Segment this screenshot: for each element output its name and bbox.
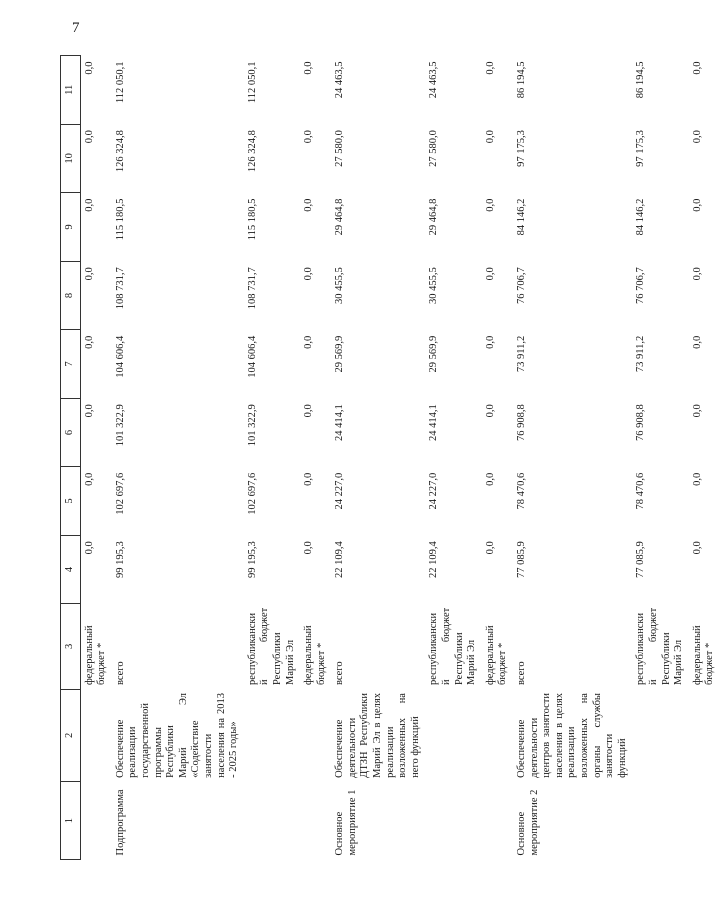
- value-cell: 30 455,5: [334, 267, 346, 304]
- row-description-cell: [689, 689, 720, 782]
- table-row: [112, 56, 244, 860]
- row-description-cell: Обеспечение деятельности ДТЗН Республики Марий Эл в целях реализации возложенных на него функций: [334, 693, 421, 778]
- value-cell: 0,0: [484, 335, 496, 349]
- value-cell: 108 731,7: [114, 267, 126, 310]
- value-cell: 27 580,0: [334, 130, 346, 167]
- value-cell: 22 109,4: [428, 541, 440, 578]
- value-cell: 29 569,9: [428, 335, 440, 373]
- value-cell: 112 050,1: [246, 61, 258, 104]
- header-cell: 5: [61, 467, 81, 536]
- value-cell: 29 569,9: [334, 335, 346, 373]
- row-source-cell: республиканский бюджет Республики Марий Эл: [635, 607, 685, 686]
- header-cell: 11: [61, 56, 81, 125]
- value-cell: 115 180,5: [246, 198, 258, 241]
- value-cell: 0,0: [303, 404, 315, 418]
- row-category-cell: [689, 782, 720, 860]
- header-cell: 2: [61, 689, 81, 782]
- value-cell: 29 464,8: [428, 198, 440, 236]
- value-cell: 30 455,5: [428, 267, 440, 304]
- value-cell: 0,0: [484, 198, 496, 212]
- row-category-cell: Основное мероприятие 1: [334, 789, 358, 856]
- value-cell: 73 911,2: [516, 335, 527, 373]
- value-cell: 108 731,7: [246, 267, 258, 310]
- value-cell: 86 194,5: [516, 61, 527, 99]
- value-cell: 24 227,0: [428, 472, 440, 510]
- header-cell: 8: [61, 261, 81, 330]
- value-cell: 0,0: [484, 472, 496, 486]
- row-category-cell: Основное мероприятие 2: [516, 789, 540, 856]
- value-cell: 76 706,7: [516, 267, 527, 304]
- row-description-cell: [244, 689, 300, 782]
- row-source-cell: всего: [516, 661, 527, 686]
- value-cell: 24 463,5: [334, 61, 346, 99]
- value-cell: 99 195,3: [114, 541, 126, 578]
- value-cell: 0,0: [484, 130, 496, 144]
- table-row: [632, 56, 688, 860]
- value-cell: 24 414,1: [334, 404, 346, 441]
- value-cell: 27 580,0: [428, 130, 440, 167]
- value-cell: 29 464,8: [334, 198, 346, 236]
- row-source-cell: федеральный бюджет *: [691, 625, 716, 686]
- header-cell: 1: [61, 782, 81, 860]
- value-cell: 0,0: [303, 541, 315, 555]
- value-cell: 0,0: [303, 61, 315, 75]
- row-description-cell: [80, 689, 112, 782]
- value-cell: 0,0: [83, 541, 95, 555]
- table-row: [244, 56, 300, 860]
- header-cell: 7: [61, 330, 81, 399]
- value-cell: 0,0: [691, 267, 703, 281]
- table-header-row: [61, 56, 81, 860]
- table-row: [513, 56, 632, 860]
- table-body: [61, 56, 720, 860]
- value-cell: 78 470,6: [635, 472, 647, 510]
- value-cell: 73 911,2: [635, 335, 647, 373]
- rotated-table-container: [60, 55, 716, 860]
- value-cell: 76 908,8: [516, 404, 527, 441]
- value-cell: 0,0: [83, 267, 95, 281]
- table-row: [482, 56, 513, 860]
- value-cell: 84 146,2: [516, 198, 527, 236]
- value-cell: 0,0: [83, 404, 95, 418]
- value-cell: 97 175,3: [516, 130, 527, 167]
- value-cell: 104 606,4: [246, 335, 258, 378]
- value-cell: 0,0: [691, 198, 703, 212]
- page-number: 7: [72, 20, 80, 36]
- header-cell: 9: [61, 193, 81, 262]
- row-description-cell: [425, 689, 481, 782]
- row-category-cell: [632, 782, 688, 860]
- value-cell: 0,0: [484, 541, 496, 555]
- row-description-cell: [632, 689, 688, 782]
- value-cell: 0,0: [83, 335, 95, 349]
- table-row: [689, 56, 720, 860]
- value-cell: 0,0: [303, 198, 315, 212]
- row-source-cell: федеральный бюджет *: [303, 625, 327, 686]
- value-cell: 101 322,9: [114, 404, 126, 447]
- value-cell: 101 322,9: [246, 404, 258, 447]
- row-category-cell: Подпрограмма: [114, 789, 126, 856]
- value-cell: 126 324,8: [246, 130, 258, 173]
- row-source-cell: всего: [334, 661, 346, 686]
- row-source-cell: всего: [114, 661, 126, 686]
- value-cell: 0,0: [484, 267, 496, 281]
- table-row: [80, 56, 112, 860]
- value-cell: 0,0: [484, 404, 496, 418]
- row-description-cell: [482, 689, 513, 782]
- header-cell: 4: [61, 535, 81, 604]
- value-cell: 115 180,5: [114, 198, 126, 241]
- row-category-cell: [80, 782, 112, 860]
- value-cell: 77 085,9: [516, 541, 527, 578]
- value-cell: 104 606,4: [114, 335, 126, 378]
- value-cell: 84 146,2: [635, 198, 647, 236]
- row-description-cell: Обеспечение реализации государственной программы Республики Марий Эл «Содействие занятости населения на 2013 - 2025 годы»: [114, 693, 240, 778]
- value-cell: 0,0: [691, 61, 703, 75]
- row-category-cell: [482, 782, 513, 860]
- value-cell: 102 697,6: [114, 472, 126, 515]
- value-cell: 0,0: [691, 130, 703, 144]
- row-source-cell: республиканский бюджет Республики Марий Эл: [428, 607, 478, 686]
- value-cell: 0,0: [83, 198, 95, 212]
- header-cell: 3: [61, 604, 81, 689]
- value-cell: 86 194,5: [635, 61, 647, 99]
- value-cell: 0,0: [691, 335, 703, 349]
- header-cell: 6: [61, 398, 81, 467]
- value-cell: 0,0: [303, 335, 315, 349]
- table-row: [300, 56, 331, 860]
- value-cell: 0,0: [303, 472, 315, 486]
- value-cell: 24 227,0: [334, 472, 346, 510]
- header-cell: 10: [61, 124, 81, 193]
- row-category-cell: [425, 782, 481, 860]
- row-description-cell: [300, 689, 331, 782]
- value-cell: 24 414,1: [428, 404, 440, 441]
- row-source-cell: республиканский бюджет Республики Марий Эл: [246, 607, 296, 686]
- value-cell: 22 109,4: [334, 541, 346, 578]
- value-cell: 0,0: [83, 472, 95, 486]
- value-cell: 0,0: [691, 541, 703, 555]
- value-cell: 0,0: [303, 267, 315, 281]
- value-cell: 0,0: [303, 130, 315, 144]
- value-cell: 97 175,3: [635, 130, 647, 167]
- value-cell: 0,0: [83, 61, 95, 75]
- row-category-cell: [300, 782, 331, 860]
- value-cell: 24 463,5: [428, 61, 440, 99]
- table-row: [425, 56, 481, 860]
- value-cell: 0,0: [691, 472, 703, 486]
- value-cell: 0,0: [484, 61, 496, 75]
- value-cell: 76 706,7: [635, 267, 647, 304]
- row-source-cell: федеральный бюджет *: [484, 625, 509, 686]
- value-cell: 0,0: [691, 404, 703, 418]
- budget-table: [60, 55, 720, 860]
- row-category-cell: [244, 782, 300, 860]
- value-cell: 77 085,9: [635, 541, 647, 578]
- value-cell: 102 697,6: [246, 472, 258, 515]
- value-cell: 99 195,3: [246, 541, 258, 578]
- value-cell: 126 324,8: [114, 130, 126, 173]
- value-cell: 0,0: [83, 130, 95, 144]
- value-cell: 112 050,1: [114, 61, 126, 104]
- value-cell: 78 470,6: [516, 472, 527, 510]
- table-row: [331, 56, 425, 860]
- row-description-cell: Обеспечение деятельности центров занятости населения в целях реализации возложенных на органы службы занятости функций: [516, 693, 628, 778]
- row-source-cell: федеральный бюджет *: [83, 625, 108, 686]
- value-cell: 76 908,8: [635, 404, 647, 441]
